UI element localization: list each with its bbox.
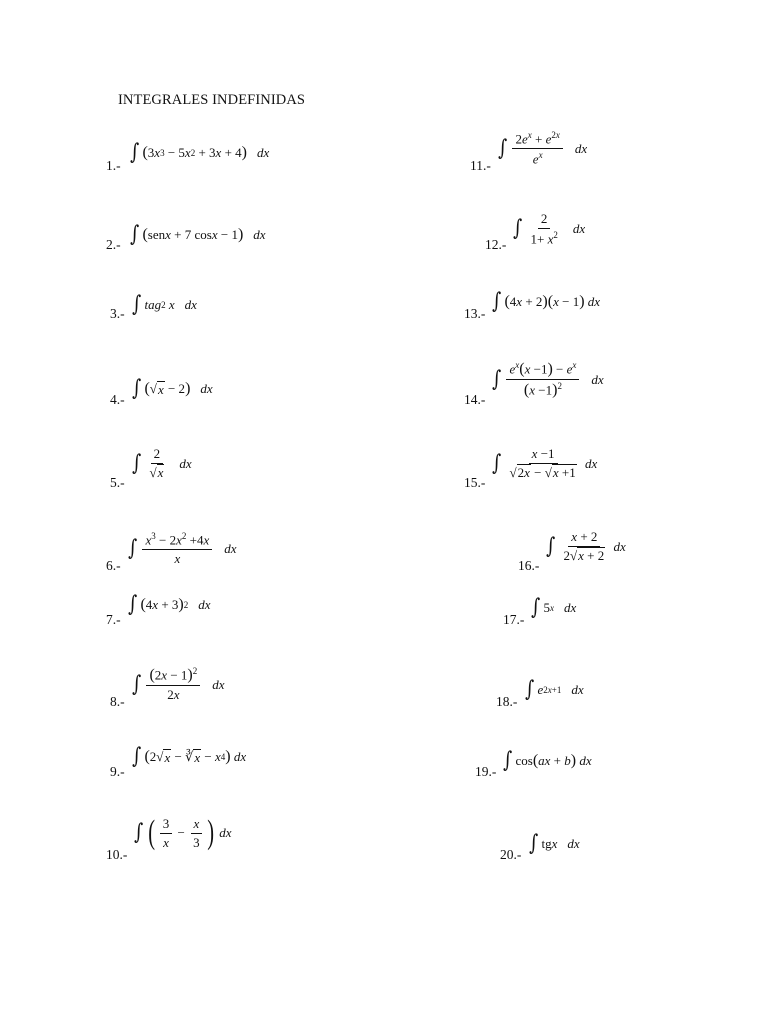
problem-number: 4.-: [110, 392, 125, 407]
problem-number: 20.-: [500, 847, 522, 862]
problem-number: 11.-: [470, 158, 491, 173]
formula-7: ∫ ( 4 x + 3 ) 2 dx: [128, 592, 211, 617]
problem-number: 13.-: [464, 306, 486, 321]
problem-number: 14.-: [464, 392, 486, 407]
formula-12: ∫ $\frac{2}{1+ x^2}$ dx: [513, 211, 586, 247]
formula-20: ∫ tg x dx: [529, 831, 580, 856]
problem-number: 9.-: [110, 764, 125, 779]
formula-18: ∫ e 2x+1 dx: [525, 677, 584, 702]
problem-number: 2.-: [106, 237, 121, 252]
problem-number: 15.-: [464, 475, 486, 490]
formula-4: ∫ ( √ x − 2 ) dx: [132, 376, 213, 401]
formula-3: ∫ tag 2 x dx: [132, 292, 197, 317]
formula-10: ∫ ( $\frac{3}{x}$ − $\frac{x}{3}$ ) dx: [134, 814, 232, 851]
formula-8: ∫ $\frac{(2x - 1)^2}{2x}$ dx: [132, 666, 225, 703]
problem-number: 7.-: [106, 612, 121, 627]
formula-5: ∫ $\frac{2}{√x}$ dx: [132, 446, 192, 480]
formula-9: ∫ ( 2√ x − ∛ x − x 4 ) dx: [132, 744, 247, 769]
formula-6: ∫ $\frac{x^3 - 2x^2 +4x}{x}$ dx: [128, 531, 237, 567]
problem-number: 5.-: [110, 475, 125, 490]
formula-16: ∫ $\frac{x + 2}{2√x + 2}$ dx: [546, 529, 626, 563]
formula-19: ∫ cos ( ax + b ) dx: [503, 748, 592, 773]
problem-number: 8.-: [110, 694, 125, 709]
formula-14: ∫ $\frac{e^x(x -1) - e^x}{(x -1)^2}$ dx: [492, 360, 604, 399]
problem-number: 3.-: [110, 306, 125, 321]
formula-17: ∫ 5 x dx: [531, 595, 577, 620]
problem-number: 10.-: [106, 847, 128, 862]
problem-number: 1.-: [106, 158, 121, 173]
formula-11: ∫ $\frac{2e^x + e^{2x}}{e^x}$ dx: [498, 130, 588, 167]
formula-1: ∫ ( 3 x 3 − 5 x 2 + 3 x + 4 ) dx: [130, 140, 270, 165]
page-title: INTEGRALES INDEFINIDAS: [118, 92, 306, 108]
problem-number: 6.-: [106, 558, 121, 573]
problem-number: 16.-: [518, 558, 540, 573]
formula-15: ∫ $\frac{x -1}{√2x - √x +1}$ dx: [492, 446, 598, 480]
problem-number: 18.-: [496, 694, 518, 709]
problem-number: 17.-: [503, 612, 525, 627]
formula-2: ∫ ( sen x + 7 cos x − 1 ) dx: [130, 222, 266, 247]
problem-number: 12.-: [485, 237, 507, 252]
problem-number: 19.-: [475, 764, 497, 779]
formula-13: ∫ ( 4 x + 2 ) ( x − 1 ) dx: [492, 289, 601, 314]
